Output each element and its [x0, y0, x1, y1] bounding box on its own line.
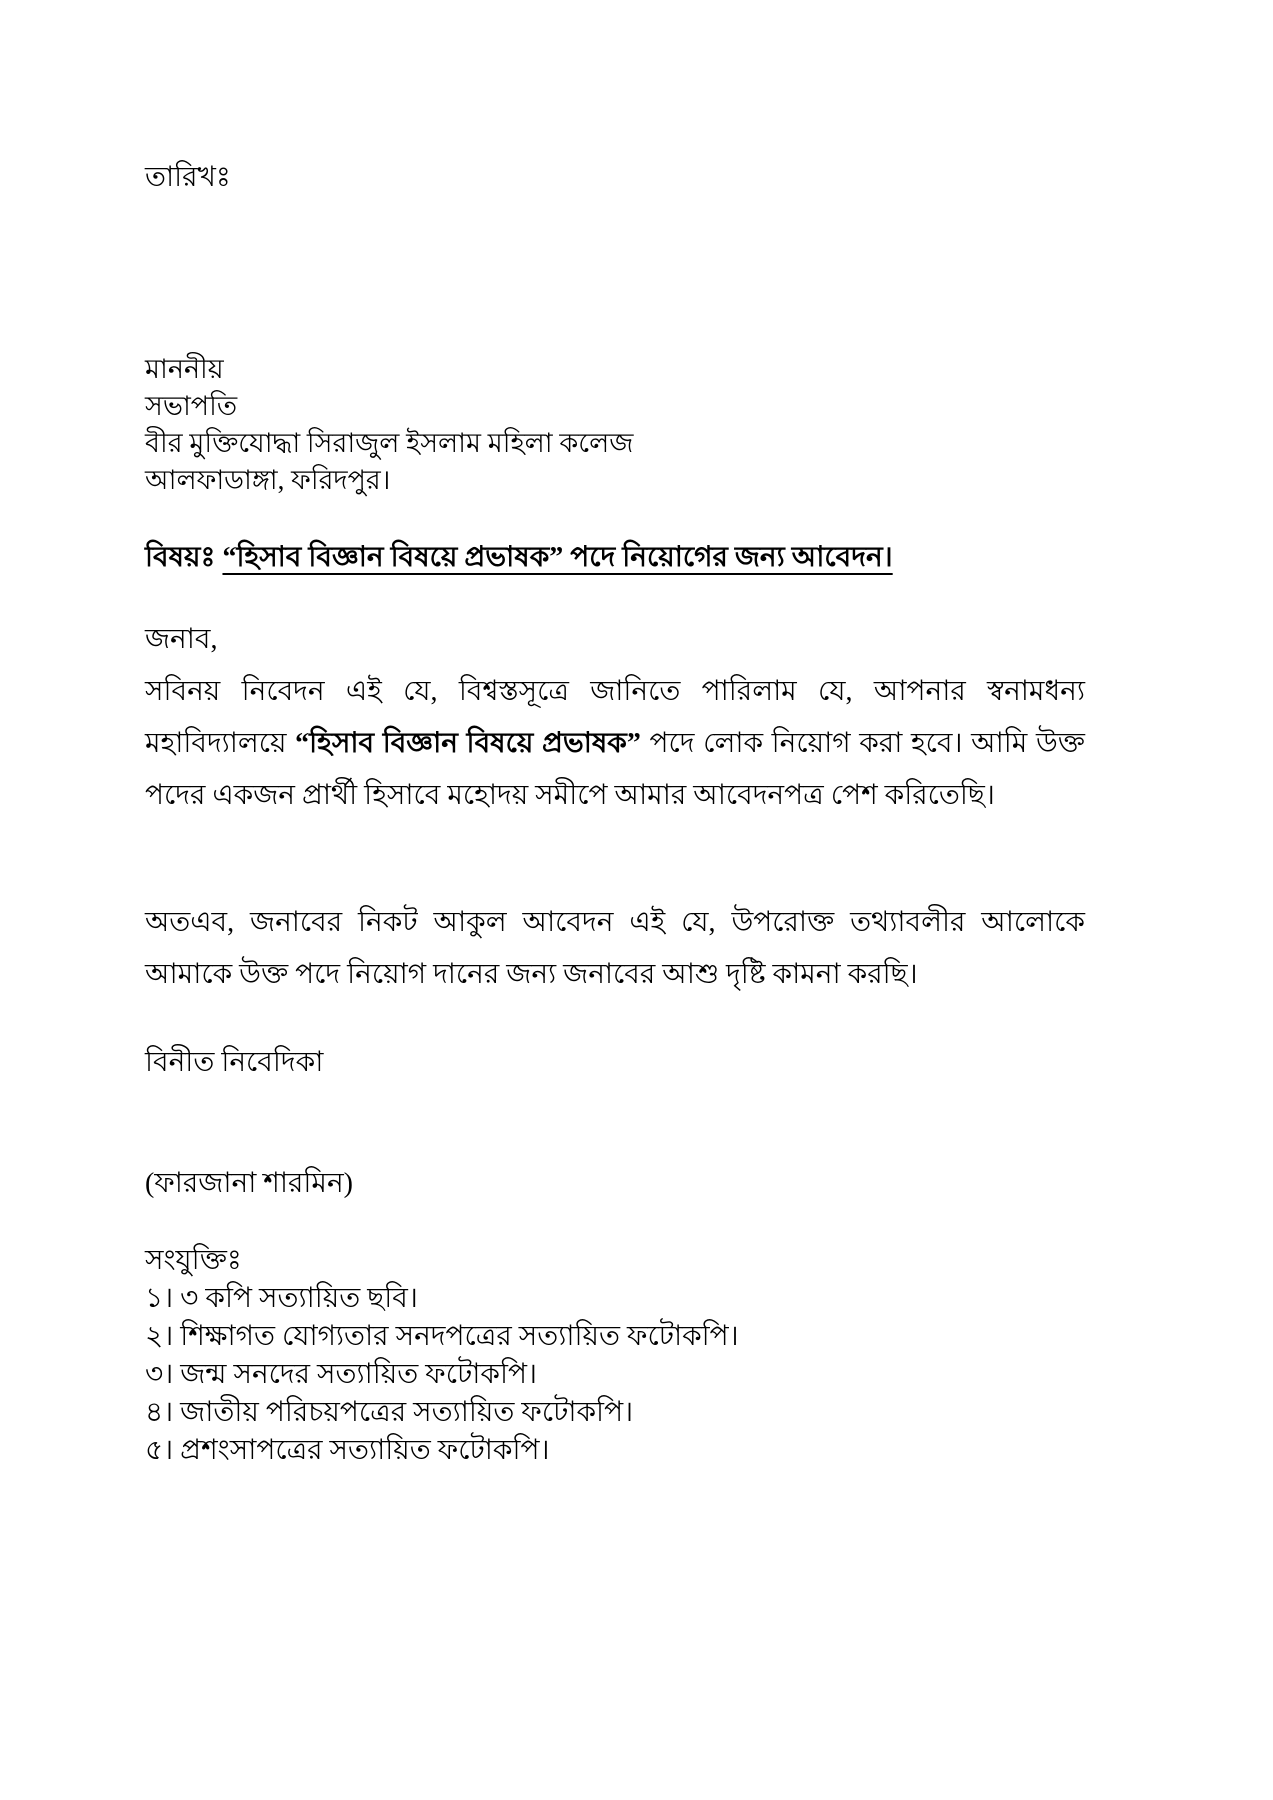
recipient-institution: বীর মুক্তিযোদ্ধা সিরাজুল ইসলাম মহিলা কলেজ	[145, 428, 634, 458]
recipient-title: সভাপতি	[145, 391, 238, 421]
subject-text: “হিসাব বিজ্ঞান বিষয়ে প্রভাষক” পদে নিয়োগের জন্য আবেদন।	[222, 542, 893, 573]
subject-line	[145, 539, 1085, 577]
body-paragraph-1-text-end: পদে লোক নিয়োগ করা হবে। আমি উক্ত পদের একজন প্রার্থী হিসাবে মহোদয় সমীপে আমার আবেদনপত্র পেশ করিতেছি।	[145, 728, 1085, 811]
attachment-item-1: ১। ৩ কপি সত্যায়িত ছবি।	[145, 1283, 418, 1314]
attachments-heading: সংযুক্তিঃ	[145, 1245, 242, 1276]
body-paragraph-2: অতএব, জনাবের নিকট আকুল আবেদন এই যে, উপরোক্ত তথ্যাবলীর আলোকে আমাকে উক্ত পদে নিয়োগ দানের জন্য জনাবের আশু দৃষ্টি কামনা করছি।	[145, 907, 1085, 990]
recipient-block	[145, 351, 1085, 499]
salutation: জনাব,	[145, 624, 218, 655]
body-paragraph-1-bold-position: “হিসাব বিজ্ঞান বিষয়ে প্রভাষক”	[295, 728, 641, 759]
attachment-item-5: ৫। প্রশংসাপত্রের সত্যায়িত ফটোকপি।	[145, 1435, 550, 1466]
attachment-item-4: ৪। জাতীয় পরিচয়পত্রের সত্যায়িত ফটোকপি।	[145, 1397, 634, 1428]
signature-name: (ফারজানা শারমিন)	[145, 1168, 353, 1199]
recipient-honorific: মাননীয়	[145, 354, 224, 384]
closing-phrase: বিনীত নিবেদিকা	[145, 1047, 324, 1078]
recipient-address: আলফাডাঙ্গা, ফরিদপুর।	[145, 465, 391, 495]
date-label: তারিখঃ	[145, 162, 231, 193]
body-paragraph-1-text-start: সবিনয় নিবেদন এই যে, বিশ্বস্তসূত্রে জানিতে পারিলাম যে, আপনার স্বনামধন্য মহাবিদ্যালয়ে	[145, 676, 1085, 759]
subject-label: বিষয়ঃ	[145, 542, 223, 573]
attachment-item-2: ২। শিক্ষাগত যোগ্যতার সনদপত্রের সত্যায়িত ফটোকপি।	[145, 1321, 739, 1352]
attachment-item-3: ৩। জন্ম সনদের সত্যায়িত ফটোকপি।	[145, 1359, 537, 1390]
attachments-list	[145, 1280, 1085, 1470]
body-paragraph-1	[145, 666, 1085, 822]
